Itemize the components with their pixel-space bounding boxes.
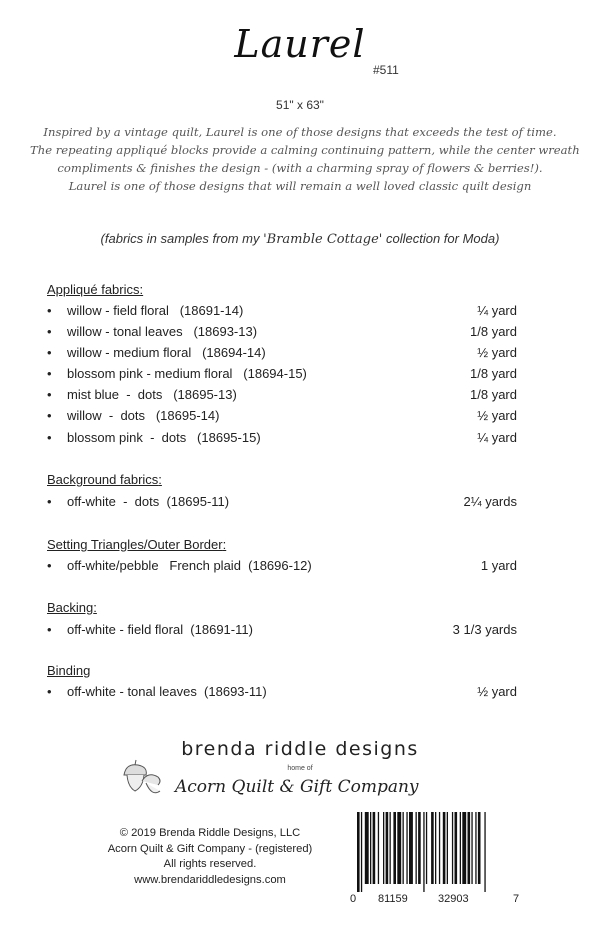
fabric-row xyxy=(47,622,517,642)
fabric-name: blossom pink - medium floral (18694-15) xyxy=(67,366,307,381)
fabric-quantity: 1/8 yard xyxy=(470,324,517,339)
barcode-digit-group: 81159 xyxy=(378,893,408,905)
copyright-website[interactable]: www.brendariddledesigns.com xyxy=(134,873,286,886)
fabric-quantity: ¼ yard xyxy=(477,430,517,445)
bullet: • xyxy=(47,494,52,509)
fabric-name: willow - field floral (18691-14) xyxy=(67,303,244,318)
pattern-number: #511 xyxy=(373,63,399,77)
bullet: • xyxy=(47,366,52,381)
fabric-row xyxy=(47,684,517,704)
fabric-name: off-white - dots (18695-11) xyxy=(67,494,230,509)
fabric-row xyxy=(47,366,517,386)
copyright-line: All rights reserved. xyxy=(163,858,257,870)
fabric-quantity: ½ yard xyxy=(477,345,517,360)
fabric-name: blossom pink - dots (18695-15) xyxy=(67,430,261,445)
fabric-quantity: 1/8 yard xyxy=(470,366,517,381)
fabric-row xyxy=(47,408,517,428)
description-line: compliments & finishes the design - (with a charming spray of flowers & berries!). xyxy=(57,161,543,175)
fabric-quantity: ½ yard xyxy=(477,684,517,699)
fabric-name: willow - dots (18695-14) xyxy=(67,408,220,423)
description-line: The repeating appliqué blocks provide a calming continuing pattern, while the center wreath xyxy=(30,143,580,157)
barcode-digit-group: 0 xyxy=(350,893,357,905)
fabric-row xyxy=(47,558,517,578)
description-line: Inspired by a vintage quilt, Laurel is one of those designs that exceeds the test of time. xyxy=(43,125,557,139)
copyright-block xyxy=(80,826,340,888)
bullet: • xyxy=(47,558,52,573)
logo-home-of: home of xyxy=(287,765,313,772)
fabric-note xyxy=(0,231,600,247)
barcode-icon xyxy=(355,812,525,892)
copyright-line: © 2019 Brenda Riddle Designs, LLC xyxy=(119,827,301,839)
bullet: • xyxy=(47,387,52,402)
fabric-quantity: 1/8 yard xyxy=(470,387,517,402)
fabric-row xyxy=(47,345,517,365)
fabric-name: willow - medium floral (18694-14) xyxy=(67,345,266,360)
fabric-row xyxy=(47,303,517,323)
fabric-row xyxy=(47,430,517,450)
fabric-note-prefix: (fabrics in samples from my xyxy=(100,231,264,246)
barcode-digit-group: 7 xyxy=(513,893,520,905)
fabric-quantity: ¼ yard xyxy=(477,303,517,318)
fabric-row xyxy=(47,324,517,344)
section-heading-background: Background fabrics: xyxy=(47,472,162,487)
fabric-collection-name: 'Bramble Cottage' xyxy=(263,232,383,247)
acorn-icon xyxy=(118,757,166,801)
bullet: • xyxy=(47,430,52,445)
pattern-title: Laurel xyxy=(234,22,366,66)
bullet: • xyxy=(47,408,52,423)
bullet: • xyxy=(47,345,52,360)
fabric-quantity: 2¼ yards xyxy=(463,494,517,509)
bullet: • xyxy=(47,324,52,339)
logo-company-name: Acorn Quilt & Gift Company xyxy=(175,777,419,797)
bullet: • xyxy=(47,684,52,699)
description-line: Laurel is one of those designs that will remain a well loved classic quilt design xyxy=(68,179,532,193)
section-heading-backing: Backing: xyxy=(47,600,97,615)
bullet: • xyxy=(47,622,52,637)
fabric-quantity: 3 1/3 yards xyxy=(452,622,517,637)
logo-brand-name: brenda riddle designs xyxy=(181,738,419,760)
fabric-name: off-white - field floral (18691-11) xyxy=(67,622,253,637)
fabric-name: willow - tonal leaves (18693-13) xyxy=(67,324,258,339)
fabric-row xyxy=(47,387,517,407)
section-heading-applique: Appliqué fabrics: xyxy=(47,282,144,297)
barcode-digit-group: 32903 xyxy=(438,893,469,905)
fabric-name: mist blue - dots (18695-13) xyxy=(67,387,237,402)
fabric-row xyxy=(47,494,517,514)
fabric-quantity: 1 yard xyxy=(480,558,517,573)
section-heading-setting-triangles: Setting Triangles/Outer Border: xyxy=(47,537,227,552)
fabric-note-suffix: collection for Moda) xyxy=(382,231,500,246)
section-heading-binding: Binding xyxy=(47,663,91,678)
bullet: • xyxy=(47,303,52,318)
quilt-size: 51" x 63" xyxy=(276,98,324,112)
fabric-name: off-white/pebble French plaid (18696-12) xyxy=(67,558,312,573)
fabric-quantity: ½ yard xyxy=(477,408,517,423)
fabric-name: off-white - tonal leaves (18693-11) xyxy=(67,684,267,699)
copyright-line: Acorn Quilt & Gift Company - (registered) xyxy=(107,842,313,855)
description xyxy=(30,123,580,195)
